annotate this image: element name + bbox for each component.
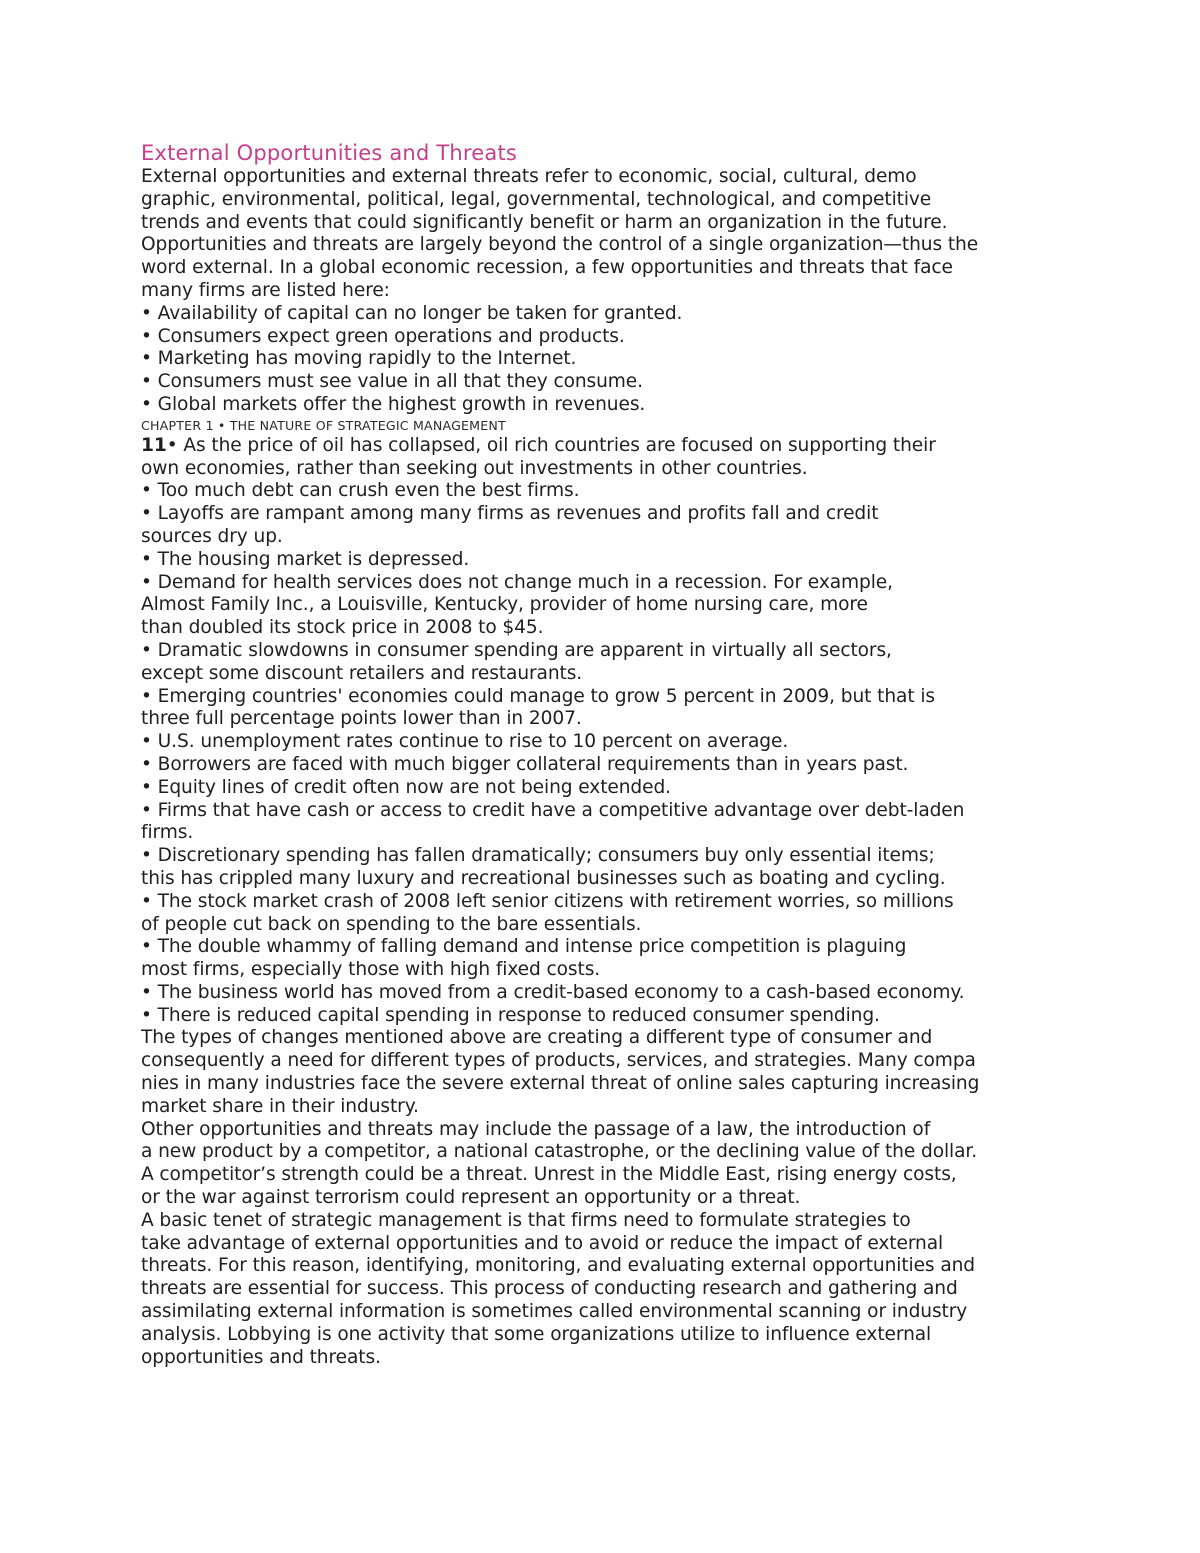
text-line: A basic tenet of strategic management is that firms need to formulate strategies to (141, 1209, 911, 1231)
text-line: nies in many industries face the severe external threat of online sales capturing increasing (141, 1073, 980, 1095)
text-line: many firms are listed here: (141, 279, 390, 301)
bullet-item: • Equity lines of credit often now are not being extended. (141, 776, 671, 798)
bullet-item: • Too much debt can crush even the best firms. (141, 480, 580, 502)
text-line: consequently a need for different types of products, services, and strategies. Many compa (141, 1050, 976, 1072)
body-block (141, 458, 1061, 1370)
text-line: except some discount retailers and restaurants. (141, 662, 583, 684)
text-line: take advantage of external opportunities and to avoid or reduce the impact of external (141, 1232, 944, 1254)
bullet-item: • Consumers must see value in all that they consume. (141, 371, 643, 393)
bullet-item: • The stock market crash of 2008 left senior citizens with retirement worries, so millions (141, 890, 954, 912)
bullet-item (141, 435, 1061, 458)
bullet-item: • Marketing has moving rapidly to the Internet. (141, 348, 577, 370)
bullet-item: • Layoffs are rampant among many firms as revenues and profits fall and credit (141, 503, 879, 525)
page-number: 11 (141, 434, 167, 456)
text-line: market share in their industry. (141, 1095, 419, 1117)
text-line: opportunities and threats. (141, 1346, 381, 1368)
text-line: • As the price of oil has collapsed, oil rich countries are focused on supporting their (166, 434, 936, 456)
bullet-item: • U.S. unemployment rates continue to rise to 10 percent on average. (141, 731, 789, 753)
bullet-item: • Discretionary spending has fallen dramatically; consumers buy only essential items; (141, 845, 935, 867)
text-line: assimilating external information is sometimes called environmental scanning or industry (141, 1301, 968, 1323)
bullet-item: • There is reduced capital spending in response to reduced consumer spending. (141, 1004, 880, 1026)
text-line: of people cut back on spending to the bare essentials. (141, 913, 642, 935)
bullet-item: • Demand for health services does not change much in a recession. For example, (141, 571, 893, 593)
bullet-item: • The double whammy of falling demand and intense price competition is plaguing (141, 936, 907, 958)
section-heading: External Opportunities and Threats (141, 141, 518, 165)
text-line: word external. In a global economic recession, a few opportunities and threats that face (141, 257, 953, 279)
bullet-item: • Borrowers are faced with much bigger collateral requirements than in years past. (141, 753, 909, 775)
text-line: Opportunities and threats are largely beyond the control of a single organization—thus the (141, 234, 979, 256)
text-line: threats. For this reason, identifying, monitoring, and evaluating external opportunities and (141, 1255, 976, 1277)
text-line: a new product by a competitor, a national catastrophe, or the declining value of the dollar. (141, 1141, 978, 1163)
document-page (141, 141, 1061, 1369)
bullet-item: • Availability of capital can no longer be taken for granted. (141, 302, 683, 324)
text-line: Almost Family Inc., a Louisville, Kentucky, provider of home nursing care, more (141, 594, 868, 616)
text-line: three full percentage points lower than in 2007. (141, 708, 582, 730)
text-line: own economies, rather than seeking out investments in other countries. (141, 457, 808, 479)
bullet-item: • The business world has moved from a credit-based economy to a cash-based economy. (141, 981, 965, 1003)
text-line: The types of changes mentioned above are creating a different type of consumer and (141, 1027, 933, 1049)
text-line: External opportunities and external threats refer to economic, social, cultural, demo (141, 166, 917, 187)
bullet-item: • Consumers expect green operations and products. (141, 325, 625, 347)
text-line: graphic, environmental, political, legal, governmental, technological, and competitive (141, 188, 932, 210)
text-line: this has crippled many luxury and recreational businesses such as boating and cycling. (141, 867, 946, 889)
bullet-item: • Dramatic slowdowns in consumer spending are apparent in virtually all sectors, (141, 639, 892, 661)
text-line: than doubled its stock price in 2008 to $45. (141, 617, 544, 639)
bullet-item: • The housing market is depressed. (141, 548, 470, 570)
text-line: threats are essential for success. This process of conducting research and gathering and (141, 1278, 958, 1300)
text-line: A competitor’s strength could be a threat. Unrest in the Middle East, rising energy costs, (141, 1164, 957, 1186)
bullet-item: • Firms that have cash or access to credit have a competitive advantage over debt-laden (141, 799, 965, 821)
text-line: sources dry up. (141, 525, 283, 547)
text-line: trends and events that could significantly benefit or harm an organization in the future. (141, 211, 948, 233)
running-header: CHAPTER 1 • THE NATURE OF STRATEGIC MANAGEMENT (141, 417, 506, 433)
bullet-item: • Emerging countries' economies could manage to grow 5 percent in 2009, but that is (141, 685, 935, 707)
text-line: Other opportunities and threats may include the passage of a law, the introduction of (141, 1118, 931, 1140)
text-line: most firms, especially those with high fixed costs. (141, 959, 601, 981)
text-line: or the war against terrorism could represent an opportunity or a threat. (141, 1187, 801, 1209)
text-line: firms. (141, 822, 194, 844)
text-line: analysis. Lobbying is one activity that some organizations utilize to influence external (141, 1323, 932, 1345)
intro-block (141, 166, 1061, 417)
bullet-item: • Global markets offer the highest growth in revenues. (141, 393, 646, 415)
